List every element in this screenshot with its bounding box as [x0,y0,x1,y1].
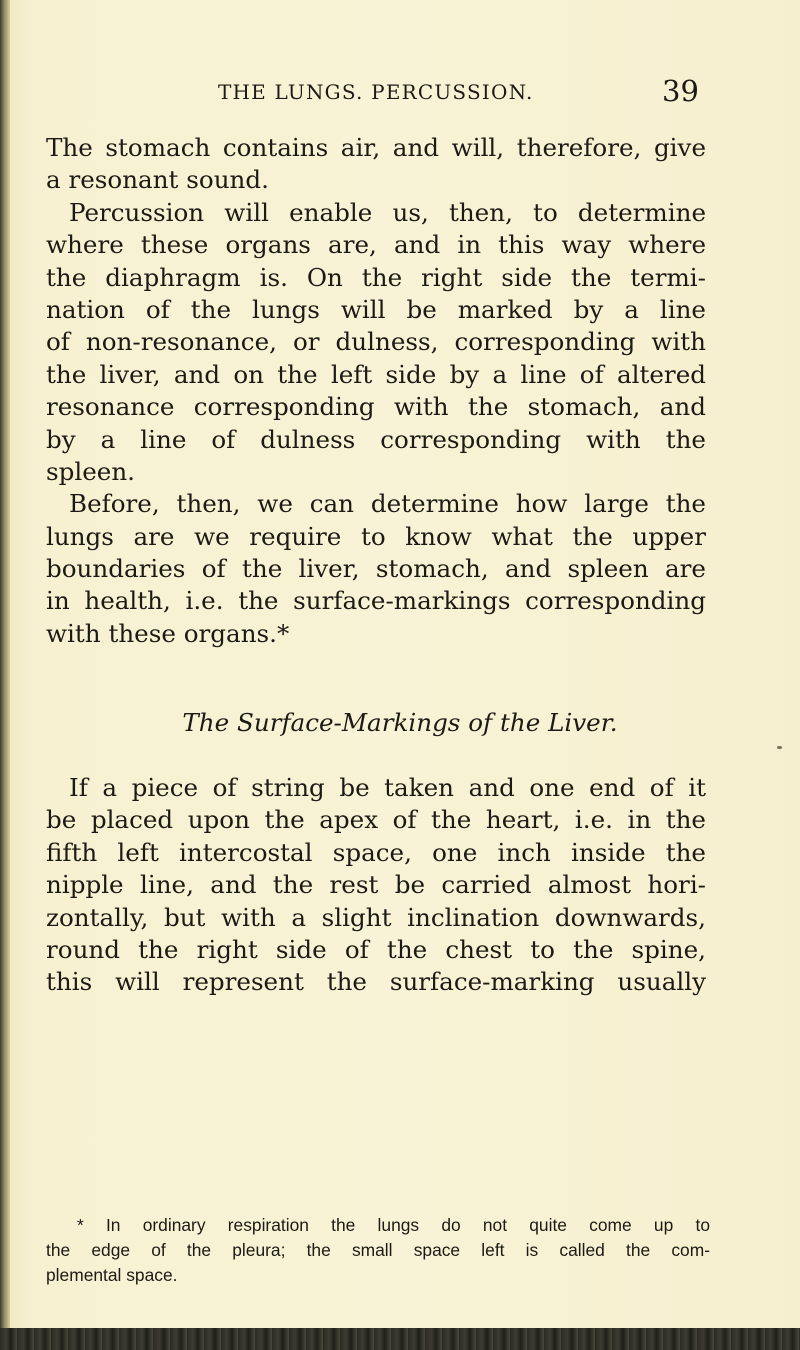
text-line: nipple line, and the rest be carried almost hori- [46,870,706,900]
text-line: in health, i.e. the surface-markings corresponding [46,586,706,616]
text-line: this will represent the surface-marking usually [46,967,706,997]
text-line: nation of the lungs will be marked by a line [46,294,706,324]
text-line: the liver, and on the left side by a line of altered [46,359,706,389]
text-line: resonance corresponding with the stomach, and [46,392,706,422]
text-line: with these organs.* [46,618,290,648]
section-heading: The Surface-Markings of the Liver. [182,708,618,737]
text-line: Percussion will enable us, then, to determine [69,197,706,227]
footnote [46,1213,710,1288]
text-line: round the right side of the chest to the spine, [46,934,706,964]
text-line: The stomach contains air, and will, therefore, give [46,133,706,162]
text-line: zontally, but with a slight inclination downwards, [46,902,706,932]
text-line: the diaphragm is. On the right side the termi- [46,262,706,292]
text-line: where these organs are, and in this way where [46,230,706,260]
page-number: 39 [662,74,699,108]
text-line: spleen. [46,456,135,486]
paper-speck [777,746,782,749]
footnote-line: plemental space. [46,1265,178,1285]
body-text [46,132,706,650]
text-line: by a line of dulness corresponding with the [46,424,706,454]
page-header [0,74,800,110]
text-line: If a piece of string be taken and one end of it [69,773,706,802]
footnote-line: the edge of the pleura; the small space left is called the com- [46,1240,710,1260]
text-line: be placed upon the apex of the heart, i.e. in the [46,805,706,835]
footnote-line: * In ordinary respiration the lungs do not quite come up to [77,1215,710,1235]
text-line: lungs are we require to know what the upper [46,521,706,551]
page-bottom-edge [0,1328,800,1350]
text-line: Before, then, we can determine how large the [69,489,706,519]
text-line: fifth left intercostal space, one inch inside the [46,837,706,867]
liver-paragraph [46,772,706,999]
text-line: boundaries of the liver, stomach, and spleen are [46,554,706,584]
text-line: of non-resonance, or dulness, corresponding with [46,327,706,357]
page-binding-edge [0,0,10,1350]
running-title: THE LUNGS. PERCUSSION. [218,80,534,104]
text-line: a resonant sound. [46,165,269,195]
